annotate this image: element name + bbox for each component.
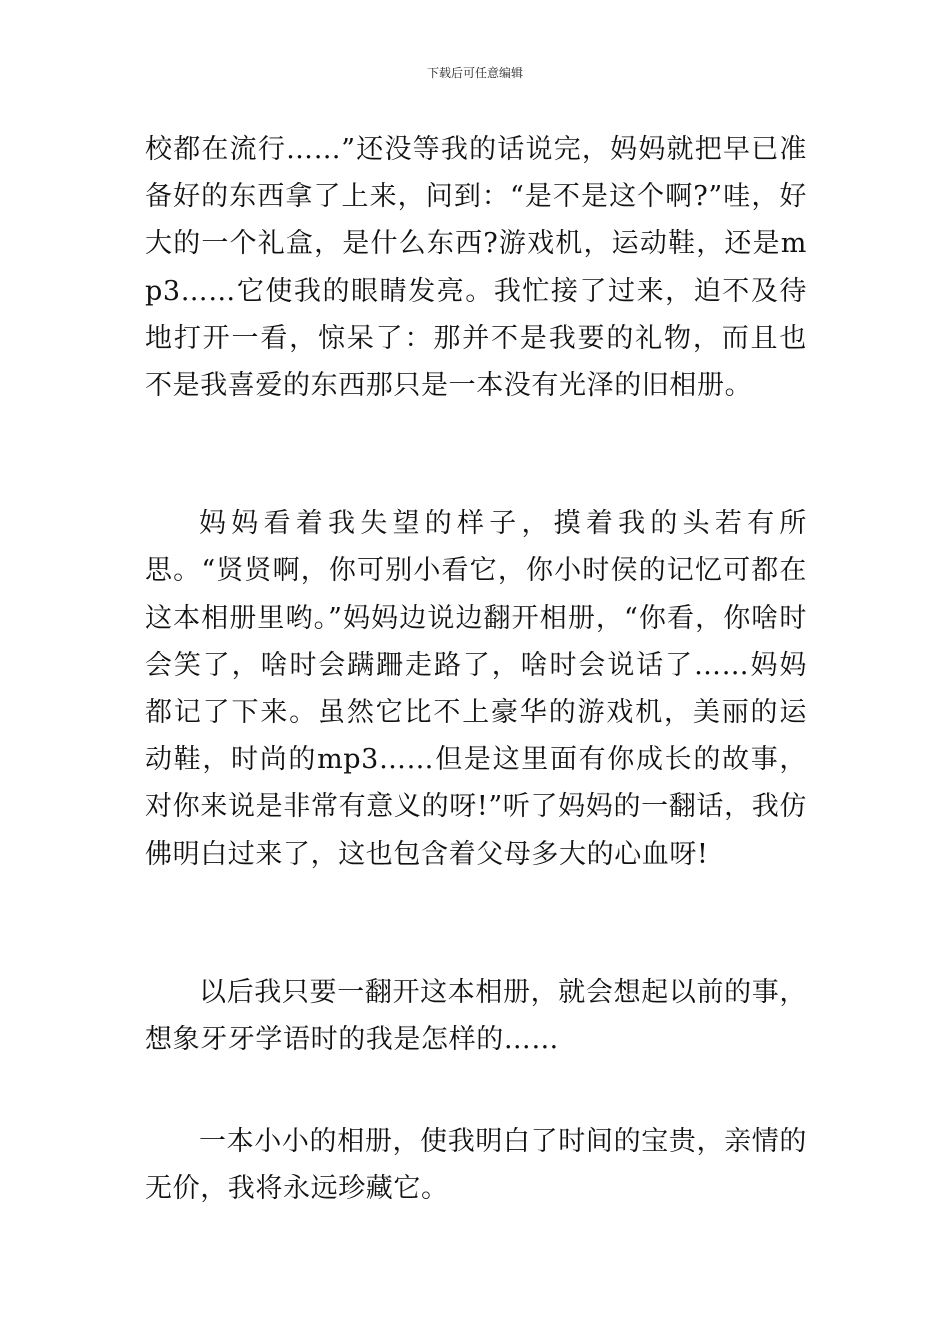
- paragraph-2: 妈妈看着我失望的样子，摸着我的头若有所思。“贤贤啊，你可别小看它，你小时侯的记忆可都在这本相册里哟。”妈妈边说边翻开相册，“你看，你啥时会笑了，啥时会蹒跚走路了，啥时会说话了……妈妈都记了下来。虽然它比不上豪华的游戏机，美丽的运动鞋，时尚的mp3……但是这里面有你成长的故事，对你来说是非常有意义的呀!”听了妈妈的一翻话，我仿佛明白过来了，这也包含着父母多大的心血呀!: [145, 508, 807, 870]
- paragraph-4: 一本小小的相册，使我明白了时间的宝贵，亲情的无价，我将永远珍藏它。: [145, 1126, 807, 1205]
- paragraph-1: 校都在流行……”还没等我的话说完，妈妈就把早已准备好的东西拿了上来，问到：“是不是这个啊?”哇，好大的一个礼盒，是什么东西?游戏机，运动鞋，还是mp3……它使我的眼睛发亮。我忙接了过来，迫不及待地打开一看，惊呆了：那并不是我要的礼物，而且也不是我喜爱的东西那只是一本没有光泽的旧相册。: [145, 134, 807, 402]
- paragraph-spacer: [145, 409, 807, 500]
- paragraph-3: 以后我只要一翻开这本相册，就会想起以前的事，想象牙牙学语时的我是怎样的……: [145, 976, 807, 1056]
- paragraph-spacer: [145, 878, 807, 969]
- page-header: 下载后可任意编辑: [426, 66, 523, 80]
- document-body: [145, 126, 807, 1213]
- paragraph-spacer: [145, 1063, 807, 1118]
